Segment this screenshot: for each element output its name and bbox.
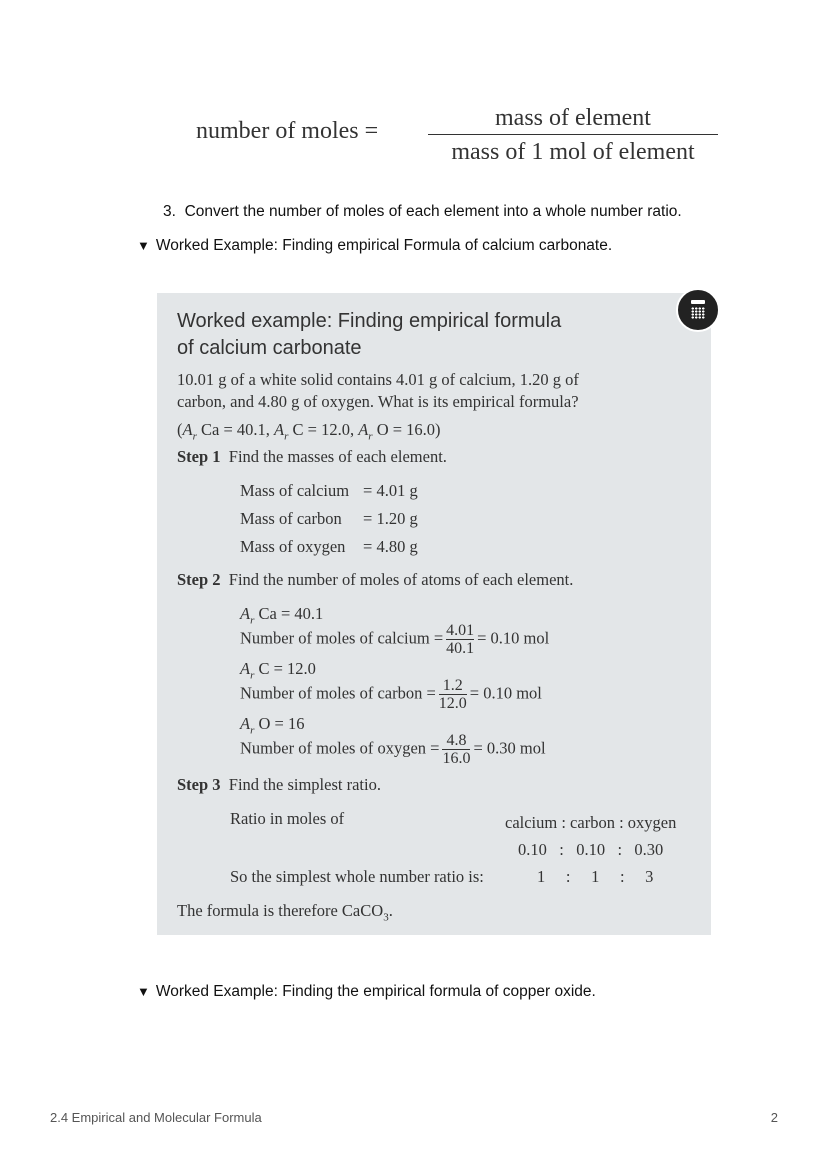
moles-formula [196,104,726,174]
step3-box-text: Find the simplest ratio. [228,775,381,794]
box-title-line1: Worked example: Finding empirical formula [177,310,562,332]
step2-text: Find the number of moles of atoms of each element. [228,570,574,589]
ar-calcium: $A_r$ Ca = 40.1 [240,604,324,627]
formula-denominator: mass of 1 mol of element [451,139,695,165]
toggle-label: Worked Example: Finding the empirical formula of copper oxide. [155,983,596,1000]
triangle-down-icon: ▼ [137,984,150,999]
step1-text: Find the masses of each element. [228,447,447,466]
step2-label: Step 2 [177,570,221,589]
step3-box [177,773,381,796]
ar-oxygen: $A_r$ O = 16 [240,714,305,737]
ratio-header: calcium : carbon : oxygen [505,813,677,832]
simplest-values: 1 : 1 : 3 [537,867,654,886]
worked-example-box [157,293,711,935]
ratio-label: Ratio in moles of [230,809,345,828]
simplest-label: So the simplest whole number ratio is: [230,867,484,886]
formula-fraction [428,104,718,166]
conclusion: The formula is therefore CaCO$_3$. [177,901,393,924]
step-text: Convert the number of moles of each element into a whole number ratio. [184,203,682,220]
calculator-icon [676,288,720,332]
question-line2: carbon, and 4.80 g of oxygen. What is its empirical formula? [177,392,579,411]
formula-numerator: mass of element [495,105,651,131]
footer-title: 2.4 Empirical and Molecular Formula [50,1110,262,1125]
toggle-label: Worked Example: Finding empirical Formula of calcium carbonate. [155,237,613,254]
ratio-values: 0.10 : 0.10 : 0.30 [518,840,664,859]
fraction-bar [428,134,718,135]
mass-row: Mass of oxygen = 4.80 g [240,537,418,556]
step1 [177,445,447,468]
moles-row: Number of moles of oxygen = $\frac{4.8}{16.0}$ = 0.30 mol [240,732,546,767]
moles-row: Number of moles of carbon = $\frac{1.2}{12.0}$ = 0.10 mol [240,677,542,712]
question-line1: 10.01 g of a white solid contains 4.01 g of calcium, 1.20 g of [177,370,579,389]
ar-carbon: $A_r$ C = 12.0 [240,659,316,682]
formula-lhs: number of moles = [196,118,379,144]
step3-label: Step 3 [177,775,221,794]
moles-row: Number of moles of calcium = $\frac{4.01}{40.1}$ = 0.10 mol [240,622,550,657]
step3-instruction [163,203,682,221]
mass-row: Mass of carbon = 1.20 g [240,509,418,528]
box-title-line2: of calcium carbonate [177,337,362,359]
toggle-worked-example-calcium[interactable] [137,237,612,255]
step-number: 3. [163,203,176,220]
step2 [177,568,573,591]
toggle-worked-example-copper[interactable] [137,983,596,1001]
step1-label: Step 1 [177,447,221,466]
box-title [177,308,561,362]
ar-values: ($A_r$ Ca = 40.1, $A_r$ C = 12.0, $A_r$ O = 16.0) [177,420,441,443]
mass-row: Mass of calcium = 4.01 g [240,481,418,500]
triangle-down-icon: ▼ [137,238,150,253]
page-number: 2 [770,1110,778,1125]
